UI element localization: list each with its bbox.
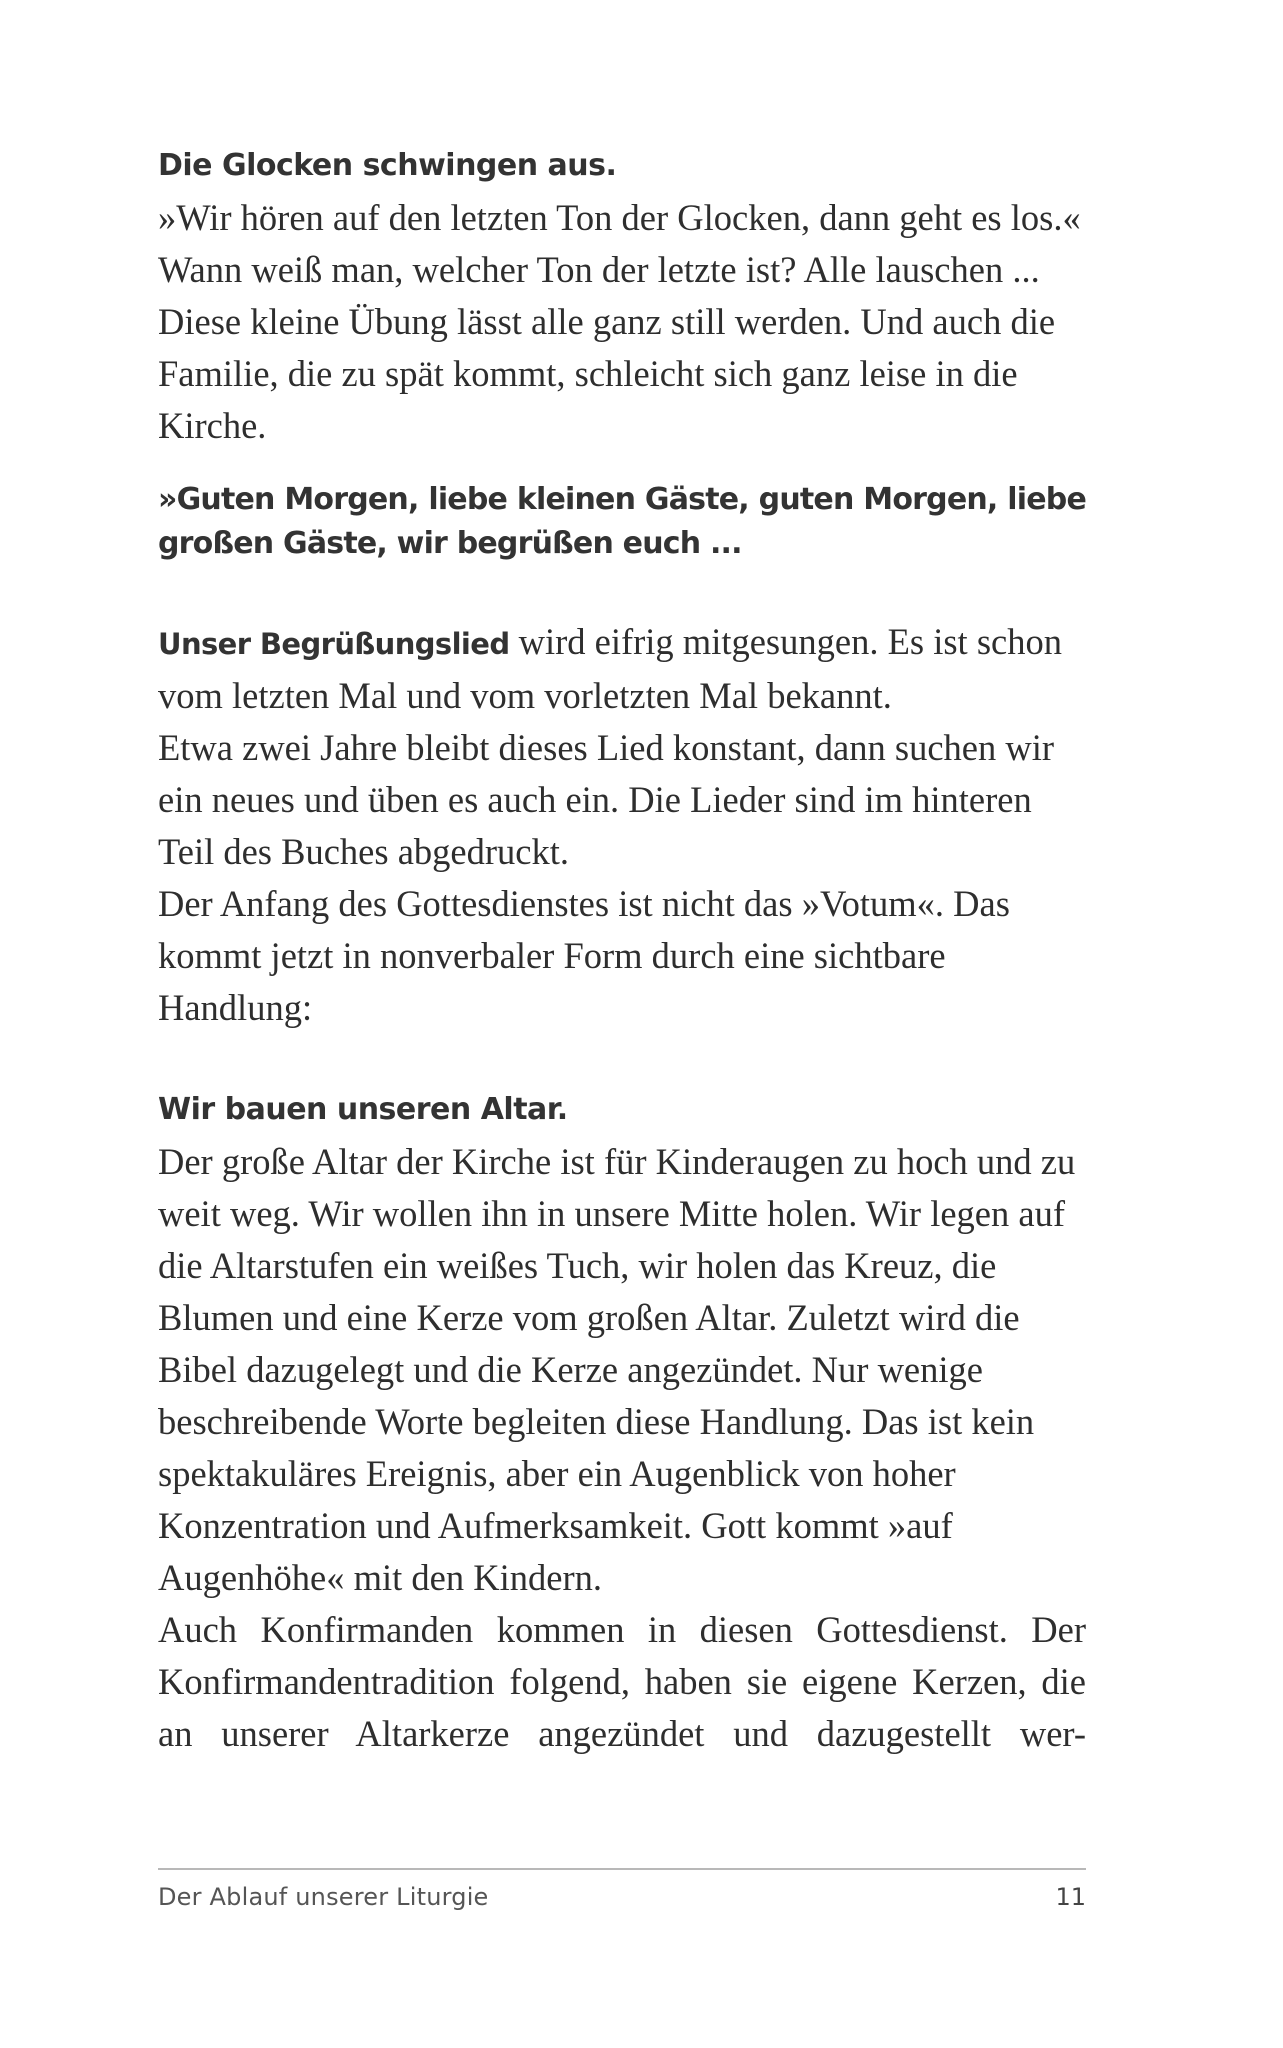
heading-altar: Wir bauen unseren Altar.: [158, 1092, 568, 1127]
footer-running-title: Der Ablauf unserer Liturgie: [158, 1883, 489, 1911]
quote-bells: »Wir hören auf den letzten Ton der Glocken, dann geht es los.«: [158, 197, 1081, 238]
heading-bells: Die Glocken schwingen aus.: [158, 148, 617, 183]
page-body: [158, 140, 1086, 1760]
page-number: 11: [1055, 1883, 1086, 1911]
paragraph-song: [158, 616, 1086, 722]
paragraph-song-2: Etwa zwei Jahre bleibt dieses Lied konstant, dann suchen wir ein neues und üben es auch ein. Die Lieder sind im hinteren Teil des Buches abgedruckt.: [158, 727, 1055, 872]
footer-divider: [158, 1868, 1086, 1870]
song-bold-lead: Unser Begrüßungslied: [158, 627, 510, 661]
paragraph-song-3: Der Anfang des Gottesdienstes ist nicht das »Votum«. Das kommt jetzt in nonverbaler Form durch eine sichtbare Handlung:: [158, 883, 1010, 1028]
song-lead-rest: wird eifrig mitgesungen. Es ist schon vom letzten Mal und vom vorletzten Mal bekannt.: [158, 621, 1062, 716]
paragraph-altar-2: Auch Konfirmanden kommen in diesen Gottesdienst. Der Konfirmandentradition folgend, haben sie eigene Kerzen, die an unserer Altarkerze angezündet und dazugestellt wer-: [158, 1609, 1086, 1754]
paragraph-bells: Wann weiß man, welcher Ton der letzte ist? Alle lauschen ... Diese kleine Übung lässt alle ganz still werden. Und auch die Familie, die zu spät kommt, schleicht sich ganz leise in die Kirche.: [158, 249, 1056, 446]
paragraph-altar-1: Der große Altar der Kirche ist für Kinderaugen zu hoch und zu weit weg. Wir wollen ihn in unsere Mitte holen. Wir legen auf die Altarstufen ein weißes Tuch, wir holen das Kreuz, die Blumen und eine Kerze vom großen Altar. Zuletzt wird die Bibel dazugelegt und die Kerze angezündet. Nur wenige beschreibende Worte begleiten diese Handlung. Das ist kein spektakuläres Ereignis, aber ein Augenblick von hoher Konzentration und Aufmerksamkeit. Gott kommt »auf Augenhöhe« mit den Kindern.: [158, 1141, 1076, 1598]
greeting-text: »Guten Morgen, liebe kleinen Gäste, guten Morgen, liebe großen Gäste, wir begrüßen euch ...: [158, 482, 1086, 561]
